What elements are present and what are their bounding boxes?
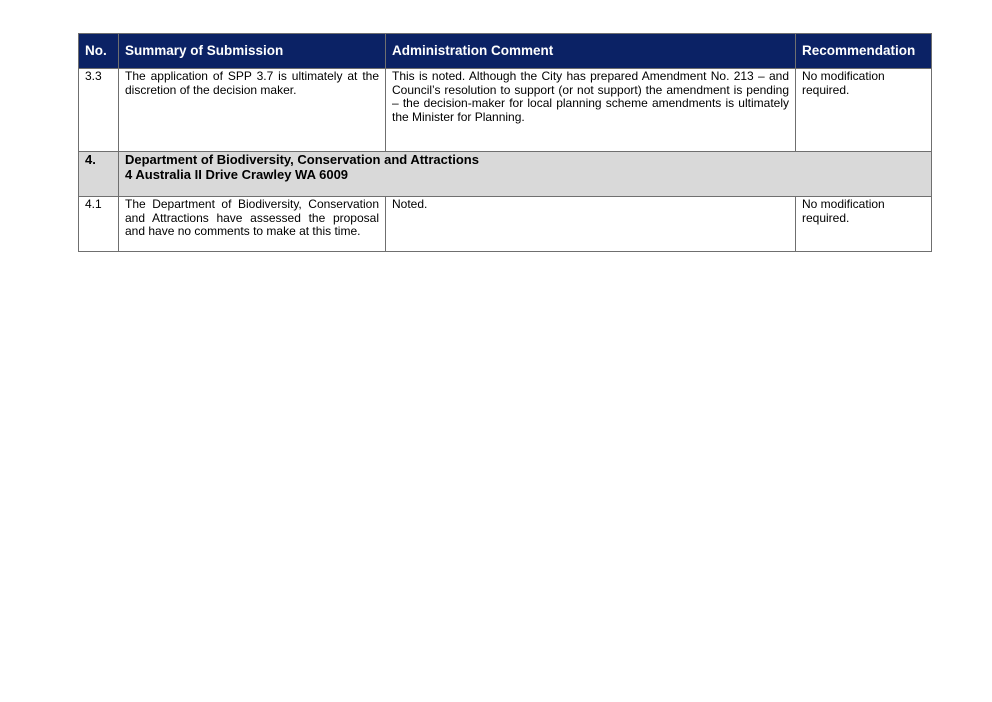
header-no: No. [79,34,119,69]
table-row [79,69,932,152]
section-title [119,152,932,197]
header-comment: Administration Comment [386,34,796,69]
table-row [79,197,932,252]
submitter-address: 4 Australia II Drive Crawley WA 6009 [125,166,349,182]
submission-summary: The Department of Biodiversity, Conservation and Attractions have assessed the proposal and have no comments to make at this time. [119,197,386,252]
section-number: 4. [79,152,119,197]
table-header-row [79,34,932,69]
header-recommendation: Recommendation [796,34,932,69]
submitter-name: Department of Biodiversity, Conservation and Attractions [125,152,479,167]
row-number: 3.3 [79,69,119,152]
row-number: 4.1 [79,197,119,252]
submissions-table [78,33,932,252]
header-summary: Summary of Submission [119,34,386,69]
administration-comment: This is noted. Although the City has prepared Amendment No. 213 – and Council’s resolution to support (or not support) the amendment is pending – the decision-maker for local planning scheme amendments is ultimately the Minister for Planning. [386,69,796,152]
submission-summary: The application of SPP 3.7 is ultimately at the discretion of the decision maker. [119,69,386,152]
administration-comment: Noted. [386,197,796,252]
section-header-row [79,152,932,197]
recommendation: No modification required. [796,69,932,152]
recommendation: No modification required. [796,197,932,252]
